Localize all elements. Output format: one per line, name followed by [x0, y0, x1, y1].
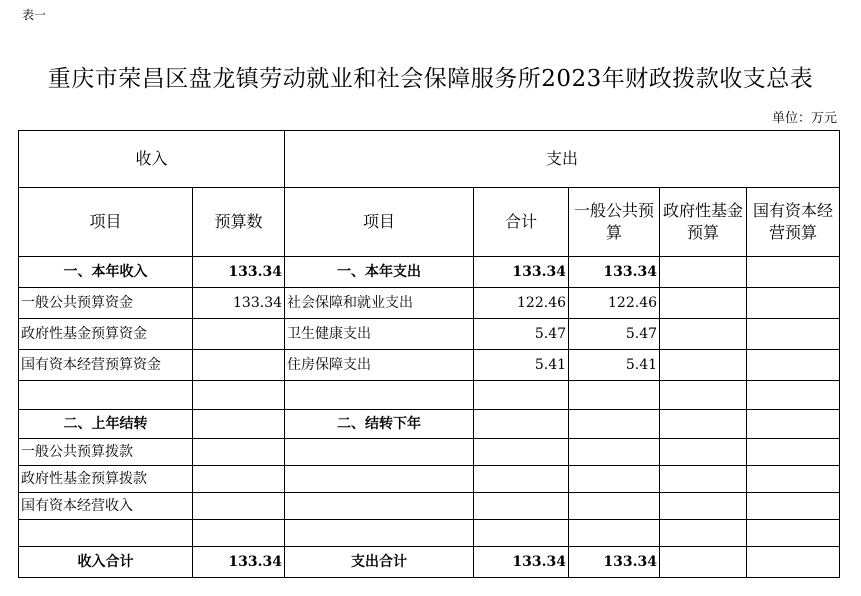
expense-capital-cell [747, 493, 840, 520]
table-row [19, 288, 840, 319]
expense-fund-cell [660, 520, 747, 547]
expense-total-label: 支出合计 [285, 547, 474, 578]
table-row [19, 520, 840, 547]
expense-total-cell [474, 520, 569, 547]
income-amount-cell [193, 520, 285, 547]
income-total-label: 收入合计 [19, 547, 193, 578]
expense-total-cell [474, 466, 569, 493]
table-row [19, 439, 840, 466]
expense-fund-cell [660, 466, 747, 493]
col-total: 合计 [474, 188, 569, 257]
expense-capital-cell [747, 257, 840, 288]
expense-capital-cell [747, 381, 840, 410]
expense-total-cell: 133.34 [474, 257, 569, 288]
table-row [19, 350, 840, 381]
income-item-cell: 国有资本经营收入 [19, 493, 193, 520]
income-amount-cell [193, 466, 285, 493]
table-row [19, 466, 840, 493]
income-item-cell: 二、上年结转 [19, 410, 193, 439]
expense-header: 支出 [285, 131, 840, 188]
expense-general-total: 133.34 [569, 547, 660, 578]
income-amount-cell: 133.34 [193, 288, 285, 319]
expense-fund-cell [660, 381, 747, 410]
expense-item-cell [285, 466, 474, 493]
income-total-amount: 133.34 [193, 547, 285, 578]
income-item-cell: 国有资本经营预算资金 [19, 350, 193, 381]
expense-fund-cell [660, 493, 747, 520]
expense-capital-cell [747, 319, 840, 350]
expense-item-cell: 一、本年支出 [285, 257, 474, 288]
expense-capital-cell [747, 466, 840, 493]
table-row [19, 257, 840, 288]
expense-total-cell: 5.41 [474, 350, 569, 381]
expense-general-cell [569, 520, 660, 547]
unit-label: 单位：万元 [771, 111, 837, 126]
expense-item-cell [285, 520, 474, 547]
income-item-cell: 政府性基金预算拨款 [19, 466, 193, 493]
col-income-item: 项目 [19, 188, 193, 257]
expense-general-cell: 5.41 [569, 350, 660, 381]
income-header: 收入 [19, 131, 285, 188]
income-amount-cell [193, 493, 285, 520]
income-item-cell [19, 520, 193, 547]
expense-total-amount: 133.34 [474, 547, 569, 578]
expense-general-cell [569, 466, 660, 493]
expense-item-cell [285, 439, 474, 466]
expense-general-cell [569, 410, 660, 439]
income-amount-cell [193, 350, 285, 381]
expense-general-cell [569, 493, 660, 520]
income-item-cell [19, 381, 193, 410]
expense-capital-cell [747, 410, 840, 439]
col-state-capital-budget: 国有资本经营预算 [747, 188, 840, 257]
income-amount-cell: 133.34 [193, 257, 285, 288]
income-item-cell: 一般公共预算拨款 [19, 439, 193, 466]
table-row [19, 410, 840, 439]
income-item-cell: 一般公共预算资金 [19, 288, 193, 319]
expense-general-cell: 133.34 [569, 257, 660, 288]
table-row [19, 381, 840, 410]
expense-fund-cell [660, 439, 747, 466]
expense-general-cell [569, 381, 660, 410]
expense-fund-cell [660, 257, 747, 288]
expense-item-cell: 社会保障和就业支出 [285, 288, 474, 319]
column-header-row [19, 188, 840, 257]
expense-fund-total [660, 547, 747, 578]
income-amount-cell [193, 439, 285, 466]
col-gov-fund-budget: 政府性基金预算 [660, 188, 747, 257]
section-header-row [19, 131, 840, 188]
expense-total-cell [474, 410, 569, 439]
expense-total-cell [474, 493, 569, 520]
expense-total-cell [474, 439, 569, 466]
expense-total-cell: 5.47 [474, 319, 569, 350]
expense-capital-cell [747, 439, 840, 466]
income-item-cell: 政府性基金预算资金 [19, 319, 193, 350]
expense-capital-total [747, 547, 840, 578]
expense-total-cell: 122.46 [474, 288, 569, 319]
page-title: 重庆市荣昌区盘龙镇劳动就业和社会保障服务所2023年财政拨款收支总表 [47, 66, 814, 92]
col-expense-item: 项目 [285, 188, 474, 257]
expense-general-cell: 5.47 [569, 319, 660, 350]
table-row [19, 319, 840, 350]
col-budget-amount: 预算数 [193, 188, 285, 257]
expense-total-cell [474, 381, 569, 410]
table-row [19, 493, 840, 520]
income-amount-cell [193, 319, 285, 350]
total-row [19, 547, 840, 578]
expense-general-cell [569, 439, 660, 466]
expense-fund-cell [660, 288, 747, 319]
expense-capital-cell [747, 288, 840, 319]
income-amount-cell [193, 410, 285, 439]
expense-item-cell: 住房保障支出 [285, 350, 474, 381]
expense-item-cell: 卫生健康支出 [285, 319, 474, 350]
expense-fund-cell [660, 410, 747, 439]
income-amount-cell [193, 381, 285, 410]
table-label: 表一 [22, 8, 47, 22]
expense-item-cell [285, 493, 474, 520]
expense-fund-cell [660, 350, 747, 381]
col-general-budget: 一般公共预算 [569, 188, 660, 257]
expense-capital-cell [747, 350, 840, 381]
expense-general-cell: 122.46 [569, 288, 660, 319]
budget-table [18, 130, 840, 578]
expense-item-cell [285, 381, 474, 410]
expense-fund-cell [660, 319, 747, 350]
expense-capital-cell [747, 520, 840, 547]
expense-item-cell: 二、结转下年 [285, 410, 474, 439]
income-item-cell: 一、本年收入 [19, 257, 193, 288]
